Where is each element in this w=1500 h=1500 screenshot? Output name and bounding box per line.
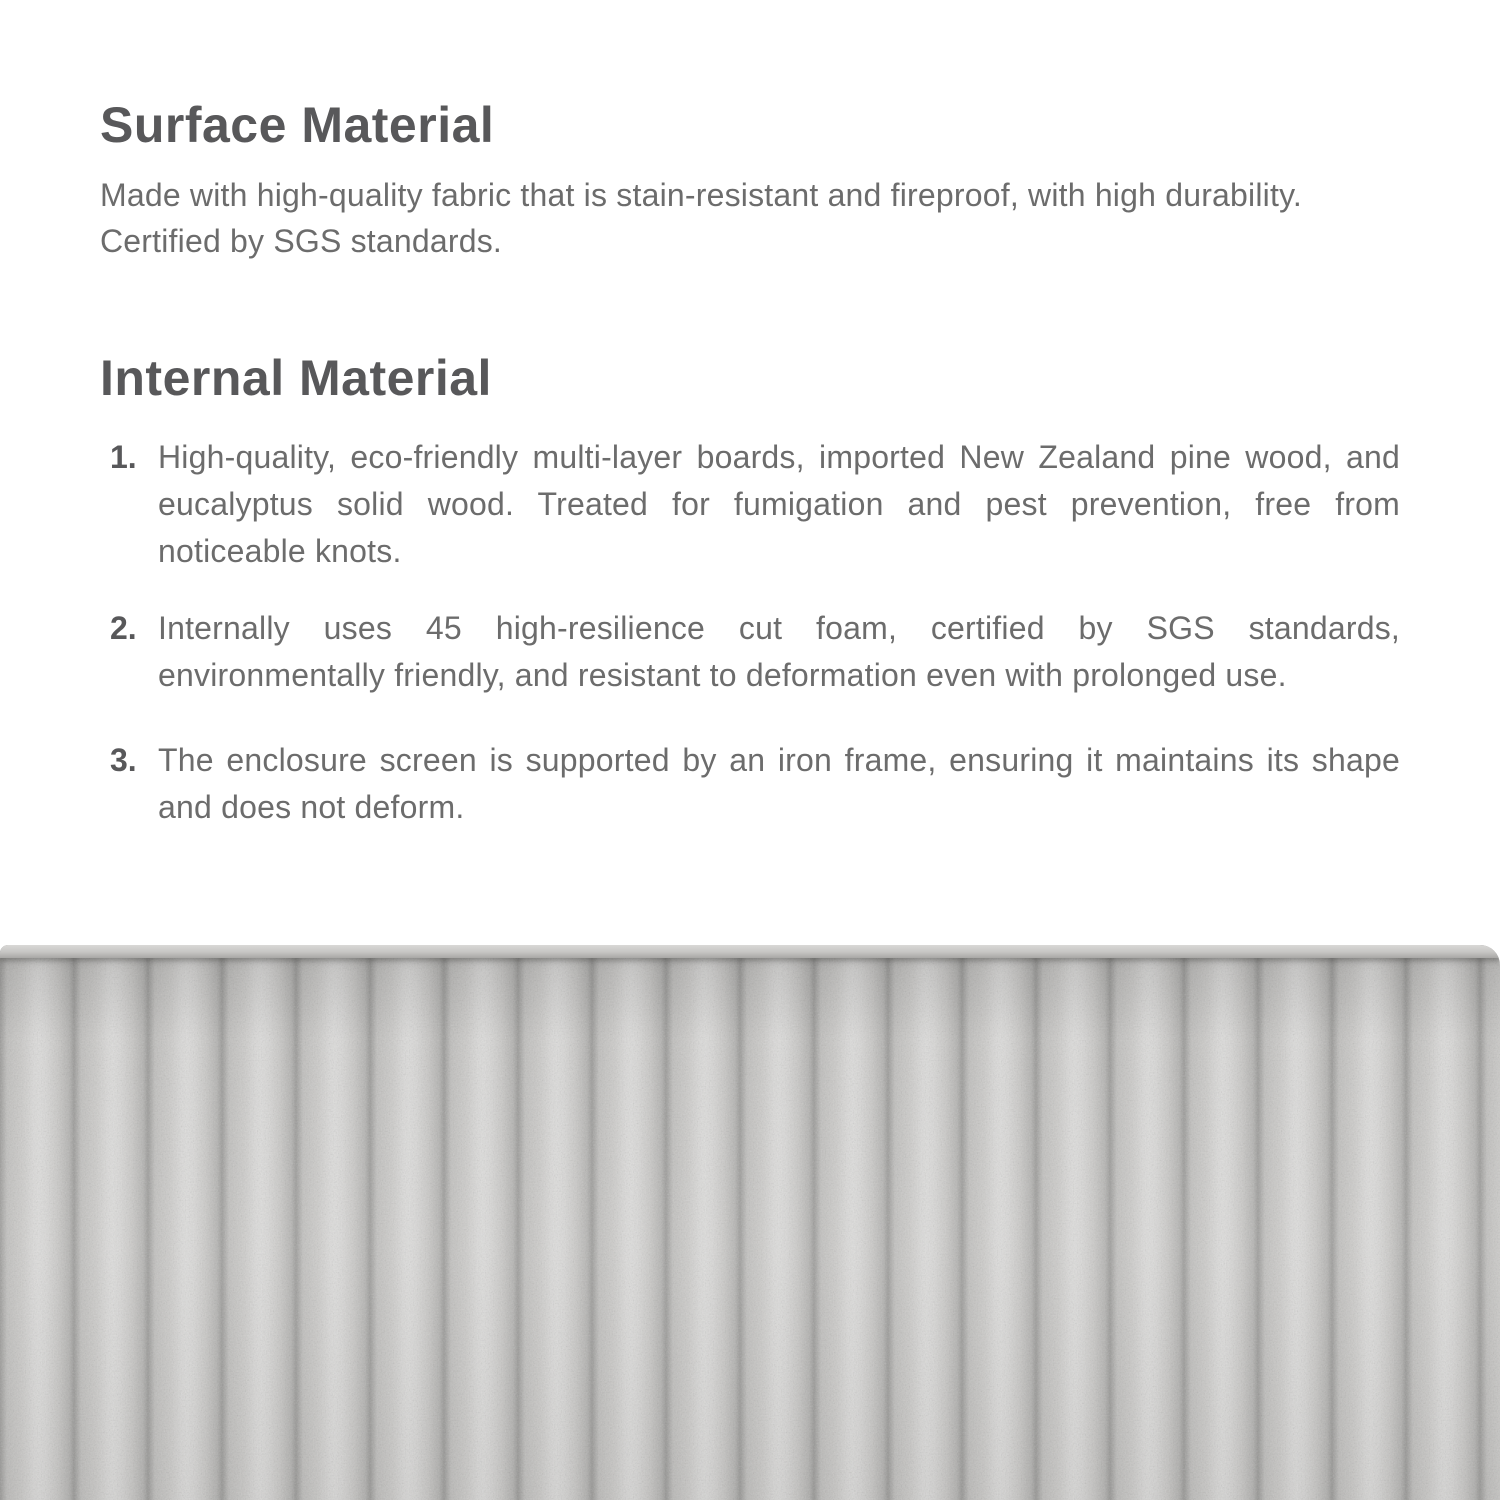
list-item-3-number: 3. — [110, 742, 137, 778]
internal-material-list — [100, 434, 1400, 831]
internal-material-heading: Internal Material — [100, 350, 492, 406]
surface-material-heading: Surface Material — [100, 97, 495, 153]
surface-body-line-2: Certified by SGS standards. — [100, 223, 503, 259]
surface-body-line-1: Made with high-quality fabric that is stain-resistant and fireproof, with high durability. — [100, 177, 1302, 213]
headboard-top-shadow — [0, 945, 1500, 1500]
list-item-3 — [100, 737, 1400, 831]
list-item-2 — [100, 605, 1400, 699]
surface-material-body — [100, 172, 1400, 264]
list-item-1-number: 1. — [110, 439, 137, 475]
list-item-3-text: The enclosure screen is supported by an iron frame, ensuring it maintains its shape and does not deform. — [158, 742, 1400, 825]
internal-material-section — [100, 350, 1400, 831]
list-item-1-text: High-quality, eco-friendly multi-layer boards, imported New Zealand pine wood, and eucalyptus solid wood. Treated for fumigation and pest prevention, free from noticeable knots. — [158, 439, 1400, 569]
text-content — [100, 0, 1400, 831]
list-item-2-text: Internally uses 45 high-resilience cut foam, certified by SGS standards, environmentally friendly, and resistant to deformation even with prolonged use. — [158, 610, 1400, 693]
list-item-2-number: 2. — [110, 610, 137, 646]
surface-material-section — [100, 97, 1400, 264]
headboard-piping-edge — [0, 945, 1500, 958]
headboard-photo — [0, 945, 1500, 1500]
list-item-1 — [100, 434, 1400, 575]
